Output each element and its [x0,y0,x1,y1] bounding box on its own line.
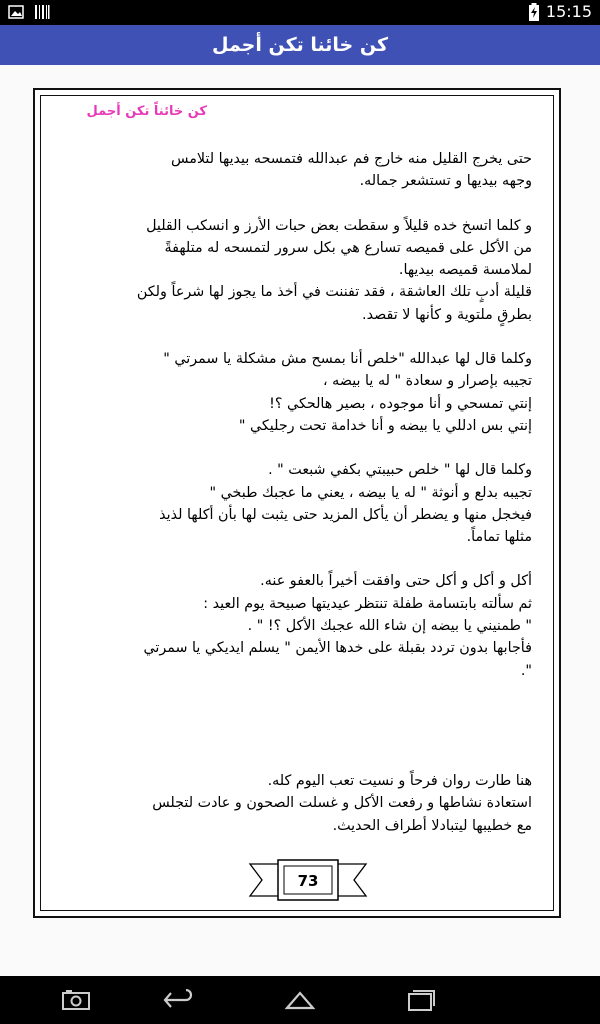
paragraph-3: وكلما قال لها عبدالله "خلص أنا بمسح مش مشكلة يا سمرتي " تجيبه بإصرار و سعادة " له يا بيضه ، إنتي تمسحي و أنا موجوده ، بصير هالحكي ؟! إنتي بس ادللي يا بيضه و أنا خدامة تحت رجليكي " [163,351,532,434]
paragraph-1: حتى يخرج القليل منه خارج فم عبدالله فتمسحه بيديها لتلامس وجهه بيديها و تستشعر جماله. [171,151,532,190]
page-text [60,148,532,837]
back-button[interactable] [158,984,198,1016]
paragraph-5: أكل و أكل و أكل حتى وافقت أخيراً بالعفو عنه. ثم سألته بابتسامة طفلة تنتظر عيديتها صبيحة يوم العيد : " طمنيني يا بيضه إن شاء الله عجبك الأكل ؟! " . فأجابها بدون تردد بقبلة على خدها الأيمن " يسلم ايديكي يا سمرتي ". [143,573,532,679]
paragraph-4: وكلما قال لها " خلص حبيبتي بكفي شبعت " . تجيبه بدلع و أنوثة " له يا بيضه ، يعني ما عجبك طبخي " فيخجل منها و يضطر أن يأكل المزيد حتى يثبت لها بأن أكلها لذيذ مثلها تماماً. [159,462,532,546]
home-button[interactable] [280,984,320,1016]
recent-apps-button[interactable] [400,984,440,1016]
book-header-title: كن خائناً تكن أجمل [86,104,207,119]
battery-charging-icon [528,3,540,21]
status-right [528,2,592,21]
paragraph-6: هنا طارت روان فرحاً و نسيت تعب اليوم كله. استعادة نشاطها و رفعت الأكل و غسلت الصحون و عادت لتجلس مع خطيبها ليتبادلا أطراف الحديث. [152,772,532,834]
barcode-notification-icon [34,4,50,20]
camera-icon [61,989,91,1011]
app-title: كن خائنا تكن أجمل [211,34,389,56]
page-number-ribbon [248,858,368,902]
back-arrow-icon [162,989,194,1011]
book-page[interactable] [33,88,561,918]
notification-icons [8,4,50,20]
recent-apps-icon [405,988,435,1012]
image-notification-icon [8,5,24,19]
status-bar [0,0,600,25]
home-icon [284,989,316,1011]
page-number: 73 [297,872,319,890]
paragraph-2: و كلما اتسخ خده قليلاً و سقطت بعض حبات الأرز و انسكب القليل من الأكل على قميصه تسارع هي بكل سرور لتمسحه له متلهفةً لملامسة قميصه بيديها. قليلة أدبٍ تلك العاشقة ، فقد تفننت في أخذ ما يجوز لها شرعاً ولكن بطرقٍ ملتوية و كأنها لا تقصد. [136,217,532,323]
app-bar [0,25,600,65]
clock: 15:15 [545,2,592,21]
navigation-bar [0,976,600,1024]
screenshot-button[interactable] [56,984,96,1016]
